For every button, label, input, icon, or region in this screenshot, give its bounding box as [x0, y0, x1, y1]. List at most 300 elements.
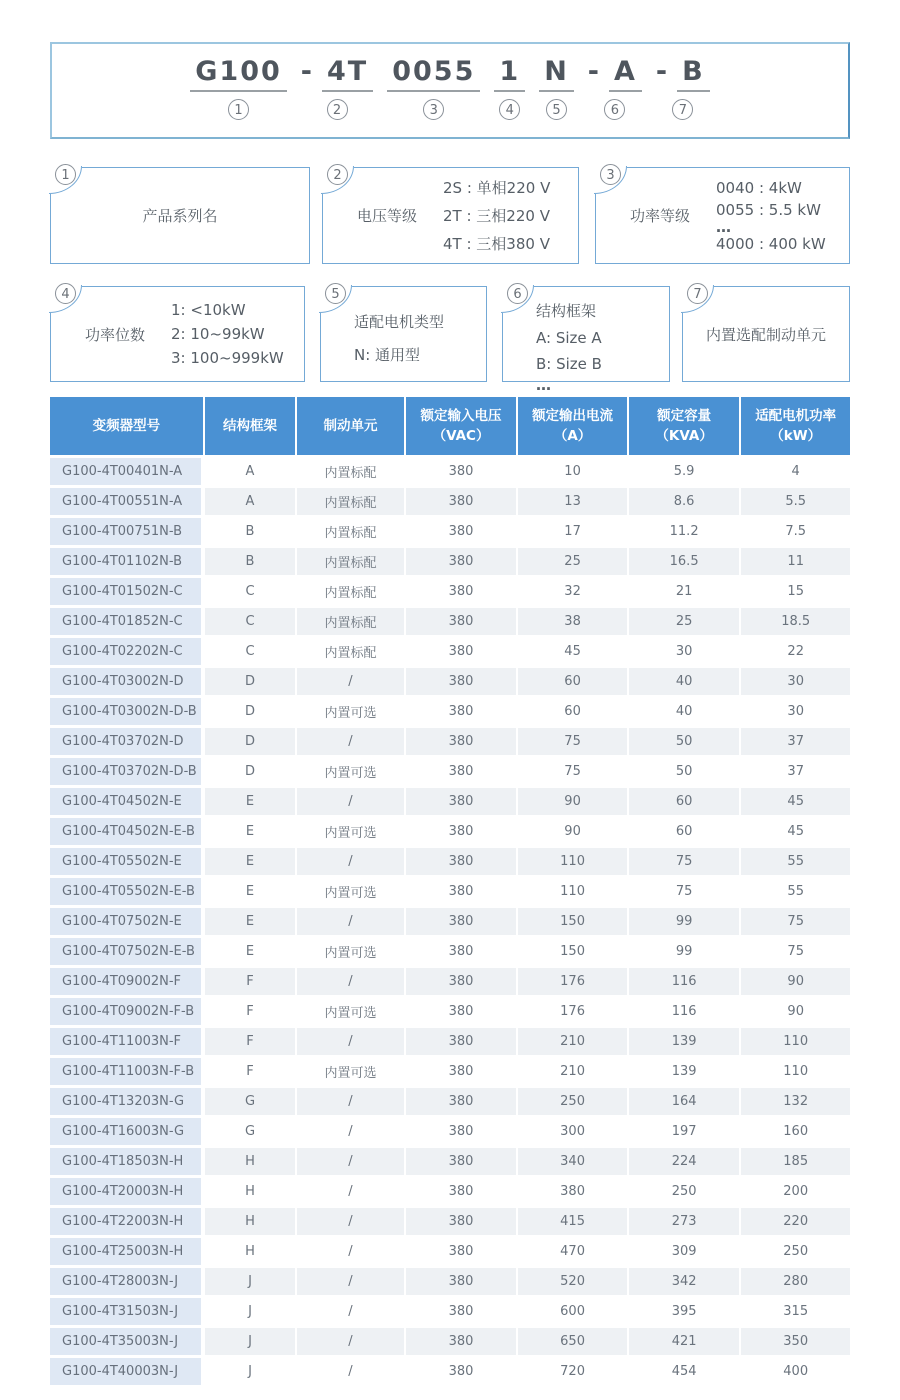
cell-frame: G: [205, 1118, 295, 1145]
cell-model: G100-4T05502N-E-B: [50, 878, 203, 905]
circle-number-badge: 6: [604, 99, 625, 120]
spec-table: [48, 394, 852, 1388]
cell-brake: /: [297, 1298, 404, 1325]
cell-brake: 内置标配: [297, 518, 404, 545]
cell-input-voltage: 380: [406, 548, 517, 575]
legend-title: 结构框架: [536, 302, 597, 320]
cell-output-current: 340: [518, 1148, 627, 1175]
cell-model: G100-4T09002N-F-B: [50, 998, 203, 1025]
cell-brake: 内置可选: [297, 938, 404, 965]
cell-motor-power: 55: [741, 878, 850, 905]
col-header-brake: 制动单元: [297, 397, 404, 455]
cell-output-current: 210: [518, 1058, 627, 1085]
cell-output-current: 38: [518, 608, 627, 635]
cell-output-current: 75: [518, 758, 627, 785]
cell-capacity: 8.6: [629, 488, 740, 515]
cell-frame: B: [205, 518, 295, 545]
cell-motor-power: 75: [741, 938, 850, 965]
table-row: [50, 728, 850, 755]
cell-model: G100-4T03702N-D-B: [50, 758, 203, 785]
cell-capacity: 16.5: [629, 548, 740, 575]
cell-model: G100-4T07502N-E-B: [50, 938, 203, 965]
cell-brake: /: [297, 1268, 404, 1295]
table-row: [50, 578, 850, 605]
cell-model: G100-4T31503N-J: [50, 1298, 203, 1325]
circle-number-badge: 5: [546, 99, 567, 120]
cell-motor-power: 110: [741, 1058, 850, 1085]
cell-input-voltage: 380: [406, 728, 517, 755]
cell-model: G100-4T40003N-J: [50, 1358, 203, 1385]
cell-brake: /: [297, 1358, 404, 1385]
cell-motor-power: 5.5: [741, 488, 850, 515]
circle-number-badge: 6: [507, 283, 528, 304]
code-dash: -: [655, 56, 669, 87]
cell-capacity: 99: [629, 908, 740, 935]
cell-brake: 内置可选: [297, 818, 404, 845]
cell-frame: E: [205, 908, 295, 935]
circle-number-badge: 2: [327, 99, 348, 120]
code-segment-digits: [494, 57, 525, 120]
legend-item: B: Size B: [536, 355, 602, 373]
cell-motor-power: 90: [741, 998, 850, 1025]
legend-item: 4T : 三相380 V: [443, 235, 550, 253]
cell-brake: /: [297, 1028, 404, 1055]
legend-item-ellipsis: …: [536, 376, 552, 394]
legend-row-1: [50, 167, 850, 264]
cell-capacity: 30: [629, 638, 740, 665]
circle-number-badge: 5: [325, 283, 346, 304]
table-row: [50, 548, 850, 575]
cell-output-current: 250: [518, 1088, 627, 1115]
cell-input-voltage: 380: [406, 908, 517, 935]
cell-input-voltage: 380: [406, 1208, 517, 1235]
table-row: [50, 1208, 850, 1235]
legend-item-ellipsis: …: [716, 217, 733, 236]
table-row: [50, 758, 850, 785]
code-text: 0055: [387, 57, 480, 92]
cell-motor-power: 55: [741, 848, 850, 875]
cell-capacity: 75: [629, 848, 740, 875]
cell-brake: /: [297, 1328, 404, 1355]
circle-number-badge: 7: [687, 283, 708, 304]
cell-input-voltage: 380: [406, 1148, 517, 1175]
cell-input-voltage: 380: [406, 698, 517, 725]
cell-capacity: 50: [629, 728, 740, 755]
legend-item: N: 通用型: [354, 346, 421, 364]
legend-title: 适配电机类型: [354, 313, 445, 331]
cell-frame: E: [205, 848, 295, 875]
legend-box-series: [50, 167, 310, 264]
cell-output-current: 300: [518, 1118, 627, 1145]
cell-input-voltage: 380: [406, 458, 517, 485]
cell-model: G100-4T01502N-C: [50, 578, 203, 605]
cell-capacity: 60: [629, 788, 740, 815]
cell-capacity: 224: [629, 1148, 740, 1175]
table-row: [50, 878, 850, 905]
cell-frame: D: [205, 728, 295, 755]
cell-frame: D: [205, 698, 295, 725]
cell-frame: F: [205, 968, 295, 995]
cell-input-voltage: 380: [406, 788, 517, 815]
col-header-model: 变频器型号: [50, 397, 203, 455]
cell-frame: A: [205, 458, 295, 485]
cell-input-voltage: 380: [406, 1268, 517, 1295]
cell-output-current: 45: [518, 638, 627, 665]
cell-capacity: 25: [629, 608, 740, 635]
cell-motor-power: 132: [741, 1088, 850, 1115]
cell-motor-power: 110: [741, 1028, 850, 1055]
cell-brake: 内置可选: [297, 878, 404, 905]
cell-model: G100-4T00551N-A: [50, 488, 203, 515]
cell-frame: A: [205, 488, 295, 515]
cell-frame: D: [205, 758, 295, 785]
cell-input-voltage: 380: [406, 1178, 517, 1205]
cell-brake: 内置可选: [297, 758, 404, 785]
cell-motor-power: 37: [741, 758, 850, 785]
code-text: N: [539, 57, 574, 92]
cell-brake: /: [297, 908, 404, 935]
cell-motor-power: 22: [741, 638, 850, 665]
cell-motor-power: 400: [741, 1358, 850, 1385]
cell-frame: G: [205, 1088, 295, 1115]
table-row: [50, 998, 850, 1025]
cell-output-current: 90: [518, 818, 627, 845]
cell-output-current: 150: [518, 938, 627, 965]
cell-model: G100-4T04502N-E-B: [50, 818, 203, 845]
cell-brake: /: [297, 1118, 404, 1145]
cell-frame: E: [205, 818, 295, 845]
legend-item: A: Size A: [536, 329, 602, 347]
table-row: [50, 788, 850, 815]
cell-brake: /: [297, 1238, 404, 1265]
cell-motor-power: 11: [741, 548, 850, 575]
cell-frame: J: [205, 1298, 295, 1325]
cell-frame: J: [205, 1268, 295, 1295]
cell-frame: B: [205, 548, 295, 575]
cell-output-current: 600: [518, 1298, 627, 1325]
cell-capacity: 197: [629, 1118, 740, 1145]
legend-box-power-rating: [595, 167, 850, 264]
table-row: [50, 818, 850, 845]
cell-model: G100-4T04502N-E: [50, 788, 203, 815]
cell-model: G100-4T35003N-J: [50, 1328, 203, 1355]
cell-brake: /: [297, 728, 404, 755]
cell-input-voltage: 380: [406, 488, 517, 515]
cell-model: G100-4T01102N-B: [50, 548, 203, 575]
cell-brake: /: [297, 1148, 404, 1175]
cell-input-voltage: 380: [406, 1328, 517, 1355]
circle-number-badge: 3: [600, 164, 621, 185]
cell-motor-power: 280: [741, 1268, 850, 1295]
cell-output-current: 10: [518, 458, 627, 485]
cell-model: G100-4T01852N-C: [50, 608, 203, 635]
cell-brake: 内置标配: [297, 608, 404, 635]
cell-frame: E: [205, 938, 295, 965]
table-row: [50, 1298, 850, 1325]
table-row: [50, 1328, 850, 1355]
cell-input-voltage: 380: [406, 578, 517, 605]
table-row: [50, 638, 850, 665]
code-dash: -: [587, 56, 601, 87]
legend-box-voltage: [322, 167, 579, 264]
table-row: [50, 1028, 850, 1055]
table-row: [50, 1088, 850, 1115]
legend-box-brake-unit: [682, 286, 850, 382]
legend-title: 功率等级: [630, 207, 691, 225]
cell-model: G100-4T18503N-H: [50, 1148, 203, 1175]
cell-model: G100-4T13203N-G: [50, 1088, 203, 1115]
cell-brake: 内置可选: [297, 1058, 404, 1085]
cell-capacity: 5.9: [629, 458, 740, 485]
circle-number-badge: 7: [672, 99, 693, 120]
cell-model: G100-4T09002N-F: [50, 968, 203, 995]
cell-capacity: 273: [629, 1208, 740, 1235]
cell-motor-power: 37: [741, 728, 850, 755]
circle-number-badge: 3: [423, 99, 444, 120]
table-row: [50, 1148, 850, 1175]
cell-input-voltage: 380: [406, 998, 517, 1025]
cell-motor-power: 90: [741, 968, 850, 995]
cell-input-voltage: 380: [406, 938, 517, 965]
legend-box-motor-type: [320, 286, 487, 382]
cell-brake: 内置标配: [297, 488, 404, 515]
table-row: [50, 608, 850, 635]
cell-model: G100-4T03702N-D: [50, 728, 203, 755]
cell-capacity: 454: [629, 1358, 740, 1385]
cell-motor-power: 220: [741, 1208, 850, 1235]
cell-output-current: 25: [518, 548, 627, 575]
cell-output-current: 150: [518, 908, 627, 935]
cell-model: G100-4T25003N-H: [50, 1238, 203, 1265]
cell-output-current: 720: [518, 1358, 627, 1385]
legend-item: 4000 : 400 kW: [716, 234, 826, 253]
cell-brake: 内置标配: [297, 638, 404, 665]
circle-number-badge: 4: [499, 99, 520, 120]
cell-capacity: 250: [629, 1178, 740, 1205]
cell-output-current: 520: [518, 1268, 627, 1295]
cell-input-voltage: 380: [406, 638, 517, 665]
cell-model: G100-4T07502N-E: [50, 908, 203, 935]
circle-number-badge: 1: [228, 99, 249, 120]
cell-frame: D: [205, 668, 295, 695]
cell-output-current: 176: [518, 998, 627, 1025]
cell-brake: /: [297, 788, 404, 815]
col-header-capacity: 额定容量 （KVA）: [629, 397, 740, 455]
cell-output-current: 17: [518, 518, 627, 545]
cell-capacity: 139: [629, 1058, 740, 1085]
cell-motor-power: 350: [741, 1328, 850, 1355]
cell-motor-power: 30: [741, 698, 850, 725]
cell-model: G100-4T05502N-E: [50, 848, 203, 875]
code-segment-series: [190, 57, 287, 120]
cell-brake: 内置可选: [297, 998, 404, 1025]
cell-frame: F: [205, 1058, 295, 1085]
cell-input-voltage: 380: [406, 1118, 517, 1145]
cell-motor-power: 315: [741, 1298, 850, 1325]
cell-brake: /: [297, 968, 404, 995]
table-row: [50, 488, 850, 515]
cell-frame: C: [205, 608, 295, 635]
code-segment-brake: [656, 57, 710, 120]
legend-item: 0040 : 4kW: [716, 178, 802, 197]
table-row: [50, 518, 850, 545]
cell-capacity: 164: [629, 1088, 740, 1115]
cell-frame: F: [205, 998, 295, 1025]
cell-capacity: 99: [629, 938, 740, 965]
cell-capacity: 116: [629, 968, 740, 995]
code-segment-power: [387, 57, 480, 120]
table-row: [50, 668, 850, 695]
cell-input-voltage: 380: [406, 1028, 517, 1055]
legend-row-2: [50, 286, 850, 394]
legend-title: 产品系列名: [142, 207, 218, 225]
table-row: [50, 848, 850, 875]
cell-capacity: 309: [629, 1238, 740, 1265]
cell-output-current: 110: [518, 878, 627, 905]
legend-title: 内置选配制动单元: [705, 325, 826, 344]
cell-output-current: 90: [518, 788, 627, 815]
cell-input-voltage: 380: [406, 878, 517, 905]
table-row: [50, 458, 850, 485]
cell-output-current: 60: [518, 698, 627, 725]
code-segment-voltage: [301, 57, 373, 120]
cell-brake: /: [297, 1088, 404, 1115]
cell-frame: H: [205, 1178, 295, 1205]
cell-input-voltage: 380: [406, 818, 517, 845]
cell-model: G100-4T03002N-D: [50, 668, 203, 695]
cell-input-voltage: 380: [406, 968, 517, 995]
legend-item: 2S : 单相220 V: [443, 179, 551, 197]
cell-frame: H: [205, 1238, 295, 1265]
cell-motor-power: 4: [741, 458, 850, 485]
cell-motor-power: 45: [741, 788, 850, 815]
table-row: [50, 908, 850, 935]
code-text: G100: [190, 57, 287, 92]
cell-motor-power: 75: [741, 908, 850, 935]
cell-input-voltage: 380: [406, 1238, 517, 1265]
cell-input-voltage: 380: [406, 608, 517, 635]
legend-item: 1: <10kW: [171, 301, 246, 319]
cell-capacity: 342: [629, 1268, 740, 1295]
table-row: [50, 1268, 850, 1295]
table-row: [50, 1058, 850, 1085]
cell-output-current: 470: [518, 1238, 627, 1265]
cell-model: G100-4T20003N-H: [50, 1178, 203, 1205]
table-row: [50, 938, 850, 965]
cell-capacity: 75: [629, 878, 740, 905]
legend-item: 0055 : 5.5 kW: [716, 200, 821, 219]
cell-motor-power: 160: [741, 1118, 850, 1145]
cell-frame: F: [205, 1028, 295, 1055]
circle-number-badge: 4: [55, 283, 76, 304]
cell-motor-power: 7.5: [741, 518, 850, 545]
cell-output-current: 110: [518, 848, 627, 875]
cell-model: G100-4T03002N-D-B: [50, 698, 203, 725]
cell-model: G100-4T11003N-F: [50, 1028, 203, 1055]
cell-model: G100-4T16003N-G: [50, 1118, 203, 1145]
cell-frame: E: [205, 788, 295, 815]
cell-frame: E: [205, 878, 295, 905]
spec-table-wrap: [48, 394, 852, 1388]
cell-brake: 内置标配: [297, 578, 404, 605]
code-text: A: [609, 57, 642, 92]
cell-motor-power: 18.5: [741, 608, 850, 635]
cell-capacity: 60: [629, 818, 740, 845]
cell-motor-power: 15: [741, 578, 850, 605]
cell-model: G100-4T22003N-H: [50, 1208, 203, 1235]
cell-capacity: 40: [629, 698, 740, 725]
cell-capacity: 11.2: [629, 518, 740, 545]
cell-input-voltage: 380: [406, 1358, 517, 1385]
cell-brake: /: [297, 848, 404, 875]
table-row: [50, 1238, 850, 1265]
col-header-motor-power: 适配电机功率 （kW）: [741, 397, 850, 455]
cell-input-voltage: 380: [406, 1058, 517, 1085]
cell-output-current: 210: [518, 1028, 627, 1055]
cell-capacity: 21: [629, 578, 740, 605]
cell-motor-power: 200: [741, 1178, 850, 1205]
table-row: [50, 1118, 850, 1145]
table-header-row: [50, 397, 850, 455]
legend-item: 2T : 三相220 V: [443, 207, 550, 225]
cell-capacity: 116: [629, 998, 740, 1025]
cell-frame: J: [205, 1358, 295, 1385]
cell-capacity: 139: [629, 1028, 740, 1055]
cell-brake: 内置可选: [297, 698, 404, 725]
cell-capacity: 50: [629, 758, 740, 785]
cell-motor-power: 250: [741, 1238, 850, 1265]
table-row: [50, 698, 850, 725]
cell-output-current: 75: [518, 728, 627, 755]
legend-box-power-digits: [50, 286, 305, 382]
circle-number-badge: 1: [55, 164, 76, 185]
col-header-frame: 结构框架: [205, 397, 295, 455]
circle-number-badge: 2: [327, 164, 348, 185]
table-row: [50, 1358, 850, 1385]
cell-input-voltage: 380: [406, 1298, 517, 1325]
cell-output-current: 415: [518, 1208, 627, 1235]
cell-model: G100-4T28003N-J: [50, 1268, 203, 1295]
cell-brake: /: [297, 668, 404, 695]
legend-item: 3: 100~999kW: [171, 349, 284, 367]
cell-frame: C: [205, 578, 295, 605]
model-code-row: [190, 57, 709, 120]
cell-output-current: 13: [518, 488, 627, 515]
table-row: [50, 1178, 850, 1205]
legend-title: 电压等级: [357, 207, 418, 225]
cell-output-current: 60: [518, 668, 627, 695]
cell-input-voltage: 380: [406, 1088, 517, 1115]
cell-capacity: 395: [629, 1298, 740, 1325]
code-segment-frame: [588, 57, 642, 120]
cell-capacity: 421: [629, 1328, 740, 1355]
spec-table-body: [50, 458, 850, 1385]
cell-output-current: 380: [518, 1178, 627, 1205]
cell-input-voltage: 380: [406, 668, 517, 695]
col-header-output-current: 额定输出电流 （A）: [518, 397, 627, 455]
cell-brake: /: [297, 1208, 404, 1235]
col-header-input-voltage: 额定输入电压 （VAC）: [406, 397, 517, 455]
cell-brake: 内置标配: [297, 458, 404, 485]
cell-model: G100-4T00401N-A: [50, 458, 203, 485]
cell-input-voltage: 380: [406, 518, 517, 545]
cell-frame: C: [205, 638, 295, 665]
cell-input-voltage: 380: [406, 758, 517, 785]
code-text: 4T: [322, 57, 373, 92]
cell-input-voltage: 380: [406, 848, 517, 875]
code-text: B: [677, 57, 710, 92]
model-code-box: [50, 42, 850, 139]
